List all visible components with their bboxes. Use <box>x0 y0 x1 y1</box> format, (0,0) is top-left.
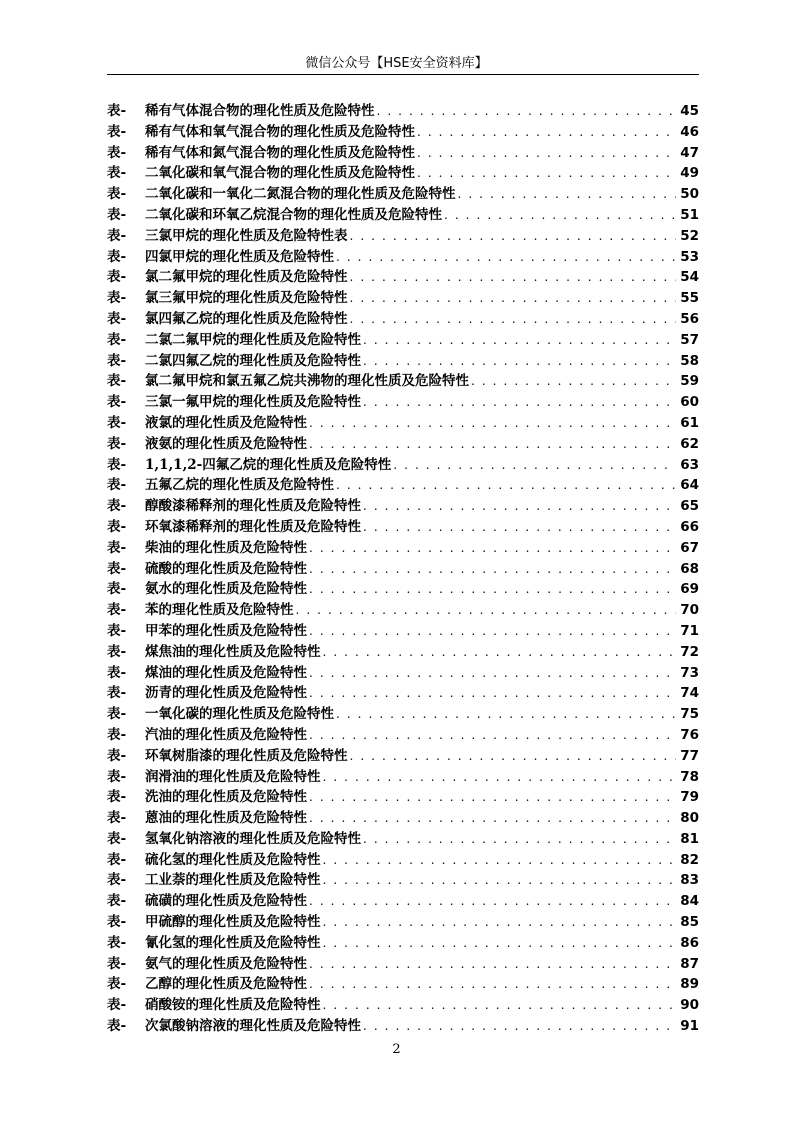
toc-dot-leader <box>458 187 677 201</box>
toc-entry-prefix: 表- <box>107 810 127 827</box>
toc-dot-leader <box>323 998 677 1012</box>
toc-dot-leader <box>350 312 677 326</box>
toc-entry-title: 硝酸铵的理化性质及危险特性 <box>145 997 321 1014</box>
toc-entry[interactable] <box>107 141 699 162</box>
page-header: 微信公众号【HSE安全资料库】 <box>305 56 488 71</box>
toc-entry-prefix: 表- <box>107 498 127 515</box>
toc-entry-prefix: 表- <box>107 456 127 473</box>
toc-entry-title: 煤焦油的理化性质及危险特性 <box>145 643 321 660</box>
toc-dot-leader <box>363 520 676 534</box>
toc-entry[interactable] <box>107 203 699 224</box>
toc-dot-leader <box>336 707 676 721</box>
toc-entry[interactable] <box>107 931 699 952</box>
toc-entry-page: 52 <box>680 227 699 244</box>
toc-entry-title: 煤油的理化性质及危险特性 <box>145 664 307 681</box>
toc-entry-prefix: 表- <box>107 768 127 785</box>
toc-dot-leader <box>363 333 676 347</box>
toc-entry[interactable] <box>107 245 699 266</box>
toc-dot-leader <box>363 832 676 846</box>
toc-entry-page: 86 <box>680 934 699 951</box>
toc-dot-leader <box>363 354 676 368</box>
toc-dot-leader <box>444 208 676 222</box>
toc-entry-page: 78 <box>680 768 699 785</box>
toc-entry-page: 76 <box>680 726 699 743</box>
page-number: 2 <box>392 1042 401 1057</box>
toc-entry-page: 70 <box>680 602 699 619</box>
toc-entry[interactable] <box>107 182 699 203</box>
toc-entry-prefix: 表- <box>107 914 127 931</box>
toc-entry-title: 二氯二氟甲烷的理化性质及危险特性 <box>145 331 361 348</box>
toc-entry-prefix: 表- <box>107 435 127 452</box>
toc-dot-leader <box>309 811 676 825</box>
toc-entry-prefix: 表- <box>107 290 127 307</box>
toc-entry-prefix: 表- <box>107 248 127 265</box>
toc-entry[interactable] <box>107 536 699 557</box>
toc-dot-leader <box>296 603 677 617</box>
toc-dot-leader <box>363 499 676 513</box>
toc-entry[interactable] <box>107 307 699 328</box>
toc-entry-title: 1,1,1,2-四氟乙烷的理化性质及危险特性 <box>145 456 392 473</box>
toc-entry-page: 77 <box>680 747 699 764</box>
toc-entry-page: 89 <box>680 976 699 993</box>
toc-entry-title: 苯的理化性质及危险特性 <box>145 602 294 619</box>
toc-entry-page: 91 <box>680 1018 699 1035</box>
toc-entry[interactable] <box>107 265 699 286</box>
toc-entry[interactable] <box>107 910 699 931</box>
toc-dot-leader <box>309 894 676 908</box>
toc-entry-title: 氯四氟乙烷的理化性质及危险特性 <box>145 310 348 327</box>
toc-dot-leader <box>350 291 677 305</box>
toc-entry-prefix: 表- <box>107 934 127 951</box>
toc-entry-prefix: 表- <box>107 414 127 431</box>
toc-entry-title: 氨气的理化性质及危险特性 <box>145 955 307 972</box>
toc-entry-prefix: 表- <box>107 685 127 702</box>
toc-entry[interactable] <box>107 827 699 848</box>
toc-entry-prefix: 表- <box>107 123 127 140</box>
toc-entry-prefix: 表- <box>107 726 127 743</box>
toc-entry[interactable] <box>107 765 699 786</box>
toc-entry-prefix: 表- <box>107 227 127 244</box>
toc-entry-page: 58 <box>680 352 699 369</box>
toc-entry[interactable] <box>107 598 699 619</box>
toc-dot-leader <box>336 478 676 492</box>
toc-entry-title: 工业萘的理化性质及危险特性 <box>145 872 321 889</box>
toc-entry-prefix: 表- <box>107 893 127 910</box>
toc-entry-page: 66 <box>680 518 699 535</box>
toc-dot-leader <box>471 374 676 388</box>
toc-entry-title: 三氯甲烷的理化性质及危险特性表 <box>145 227 348 244</box>
toc-entry-page: 55 <box>680 290 699 307</box>
toc-entry-title: 柴油的理化性质及危险特性 <box>145 539 307 556</box>
toc-entry-title: 次氯酸钠溶液的理化性质及危险特性 <box>145 1018 361 1035</box>
toc-entry-page: 75 <box>680 706 699 723</box>
toc-entry-prefix: 表- <box>107 706 127 723</box>
toc-entry-page: 85 <box>680 914 699 931</box>
toc-entry-page: 65 <box>680 498 699 515</box>
toc-entry-title: 氰化氢的理化性质及危险特性 <box>145 934 321 951</box>
toc-entry-title: 四氯甲烷的理化性质及危险特性 <box>145 248 334 265</box>
toc-entry[interactable] <box>107 889 699 910</box>
toc-entry-prefix: 表- <box>107 1018 127 1035</box>
table-of-contents <box>107 99 699 1035</box>
toc-entry-page: 60 <box>680 394 699 411</box>
toc-entry-title: 硫酸的理化性质及危险特性 <box>145 560 307 577</box>
toc-entry-prefix: 表- <box>107 789 127 806</box>
toc-entry[interactable] <box>107 681 699 702</box>
toc-entry-prefix: 表- <box>107 186 127 203</box>
toc-entry-title: 洗油的理化性质及危险特性 <box>145 789 307 806</box>
toc-entry[interactable] <box>107 868 699 889</box>
toc-entry[interactable] <box>107 120 699 141</box>
toc-entry-prefix: 表- <box>107 664 127 681</box>
toc-entry-page: 67 <box>680 539 699 556</box>
toc-entry-page: 63 <box>680 456 699 473</box>
toc-entry-page: 50 <box>680 186 699 203</box>
toc-entry[interactable] <box>107 557 699 578</box>
toc-entry[interactable] <box>107 993 699 1014</box>
toc-entry-page: 80 <box>680 810 699 827</box>
toc-entry-title: 稀有气体和氮气混合物的理化性质及危险特性 <box>145 144 415 161</box>
toc-dot-leader <box>309 666 676 680</box>
toc-entry-page: 71 <box>680 622 699 639</box>
toc-entry-prefix: 表- <box>107 269 127 286</box>
toc-entry-page: 57 <box>680 331 699 348</box>
toc-entry-title: 硫磺的理化性质及危险特性 <box>145 893 307 910</box>
toc-entry[interactable] <box>107 473 699 494</box>
toc-entry-title: 氢氧化钠溶液的理化性质及危险特性 <box>145 830 361 847</box>
toc-dot-leader <box>323 645 677 659</box>
toc-entry-title: 液氨的理化性质及危险特性 <box>145 435 307 452</box>
toc-entry-page: 46 <box>680 123 699 140</box>
toc-entry-prefix: 表- <box>107 331 127 348</box>
toc-entry-title: 甲硫醇的理化性质及危险特性 <box>145 914 321 931</box>
toc-entry[interactable] <box>107 411 699 432</box>
toc-entry-prefix: 表- <box>107 560 127 577</box>
toc-entry-title: 环氧树脂漆的理化性质及危险特性 <box>145 747 348 764</box>
toc-entry-prefix: 表- <box>107 643 127 660</box>
toc-entry-title: 氨水的理化性质及危险特性 <box>145 581 307 598</box>
toc-entry-page: 87 <box>680 955 699 972</box>
toc-entry-prefix: 表- <box>107 997 127 1014</box>
toc-dot-leader <box>323 853 677 867</box>
toc-entry-prefix: 表- <box>107 581 127 598</box>
toc-dot-leader <box>309 582 676 596</box>
toc-entry[interactable] <box>107 785 699 806</box>
toc-entry-prefix: 表- <box>107 602 127 619</box>
toc-entry[interactable] <box>107 494 699 515</box>
toc-entry-prefix: 表- <box>107 622 127 639</box>
toc-entry[interactable] <box>107 369 699 390</box>
toc-dot-leader <box>417 166 676 180</box>
toc-entry-page: 56 <box>680 310 699 327</box>
toc-entry-title: 稀有气体混合物的理化性质及危险特性 <box>145 103 375 119</box>
toc-entry[interactable] <box>107 661 699 682</box>
toc-entry-title: 醇酸漆稀释剂的理化性质及危险特性 <box>145 498 361 515</box>
toc-entry-page: 51 <box>680 206 699 223</box>
toc-entry-title: 氯二氟甲烷和氯五氟乙烷共沸物的理化性质及危险特性 <box>145 373 469 390</box>
toc-entry-prefix: 表- <box>107 539 127 556</box>
toc-entry-title: 氯三氟甲烷的理化性质及危险特性 <box>145 290 348 307</box>
toc-entry[interactable] <box>107 952 699 973</box>
toc-entry-page: 84 <box>680 893 699 910</box>
toc-dot-leader <box>309 437 676 451</box>
toc-entry-page: 83 <box>680 872 699 889</box>
toc-dot-leader <box>309 416 676 430</box>
toc-dot-leader <box>417 125 676 139</box>
toc-dot-leader <box>336 250 676 264</box>
toc-entry-prefix: 表- <box>107 144 127 161</box>
toc-dot-leader <box>309 562 676 576</box>
toc-entry-page: 73 <box>680 664 699 681</box>
toc-dot-leader <box>417 146 676 160</box>
toc-entry-title: 三氯一氟甲烷的理化性质及危险特性 <box>145 394 361 411</box>
toc-dot-leader <box>309 790 676 804</box>
toc-entry-title: 沥青的理化性质及危险特性 <box>145 685 307 702</box>
toc-entry-prefix: 表- <box>107 872 127 889</box>
toc-dot-leader <box>309 977 676 991</box>
toc-entry-prefix: 表- <box>107 477 127 494</box>
toc-entry-title: 二氧化碳和氧气混合物的理化性质及危险特性 <box>145 165 415 182</box>
toc-entry-page: 90 <box>680 997 699 1014</box>
toc-entry[interactable] <box>107 453 699 474</box>
toc-entry-prefix: 表- <box>107 394 127 411</box>
toc-entry[interactable] <box>107 224 699 245</box>
toc-entry-prefix: 表- <box>107 103 127 119</box>
toc-entry-prefix: 表- <box>107 206 127 223</box>
toc-dot-leader <box>350 749 677 763</box>
toc-entry[interactable] <box>107 723 699 744</box>
toc-dot-leader <box>309 624 676 638</box>
toc-dot-leader <box>323 936 677 950</box>
header-rule <box>107 74 699 75</box>
toc-entry[interactable] <box>107 806 699 827</box>
toc-entry-title: 二氧化碳和环氧乙烷混合物的理化性质及危险特性 <box>145 206 442 223</box>
toc-dot-leader <box>323 915 677 929</box>
toc-entry[interactable] <box>107 848 699 869</box>
toc-entry[interactable] <box>107 619 699 640</box>
toc-dot-leader <box>309 541 676 555</box>
toc-dot-leader <box>350 229 677 243</box>
toc-entry[interactable] <box>107 328 699 349</box>
toc-dot-leader <box>363 1019 676 1033</box>
toc-dot-leader <box>309 686 676 700</box>
toc-entry-page: 53 <box>680 248 699 265</box>
toc-entry-title: 蒽油的理化性质及危险特性 <box>145 810 307 827</box>
toc-entry-page: 81 <box>680 830 699 847</box>
toc-entry-prefix: 表- <box>107 955 127 972</box>
toc-entry-page: 69 <box>680 581 699 598</box>
toc-entry-prefix: 表- <box>107 165 127 182</box>
toc-entry-page: 59 <box>680 373 699 390</box>
toc-entry[interactable] <box>107 161 699 182</box>
toc-entry-page: 79 <box>680 789 699 806</box>
toc-entry-prefix: 表- <box>107 851 127 868</box>
toc-entry[interactable] <box>107 432 699 453</box>
toc-entry-prefix: 表- <box>107 352 127 369</box>
toc-entry-page: 47 <box>680 144 699 161</box>
toc-entry-title: 二氧化碳和一氧化二氮混合物的理化性质及危险特性 <box>145 186 456 203</box>
toc-entry-prefix: 表- <box>107 976 127 993</box>
toc-entry-page: 72 <box>680 643 699 660</box>
toc-entry-page: 54 <box>680 269 699 286</box>
toc-entry-title: 液氯的理化性质及危险特性 <box>145 414 307 431</box>
toc-dot-leader <box>309 728 676 742</box>
toc-entry-title: 五氟乙烷的理化性质及危险特性 <box>145 477 334 494</box>
toc-entry[interactable] <box>107 390 699 411</box>
toc-dot-leader <box>323 770 677 784</box>
toc-entry-page: 68 <box>680 560 699 577</box>
toc-entry-page: 62 <box>680 435 699 452</box>
toc-entry-title: 润滑油的理化性质及危险特性 <box>145 768 321 785</box>
toc-entry[interactable] <box>107 640 699 661</box>
toc-entry[interactable] <box>107 515 699 536</box>
toc-entry-page: 74 <box>680 685 699 702</box>
toc-entry-page: 64 <box>680 477 699 494</box>
toc-dot-leader <box>363 395 676 409</box>
toc-entry[interactable] <box>107 1014 699 1035</box>
toc-entry-page: 61 <box>680 414 699 431</box>
toc-entry-title: 汽油的理化性质及危险特性 <box>145 726 307 743</box>
toc-entry[interactable] <box>107 972 699 993</box>
toc-entry-title: 硫化氢的理化性质及危险特性 <box>145 851 321 868</box>
toc-dot-leader <box>323 873 677 887</box>
toc-entry-page: 45 <box>680 103 699 119</box>
toc-entry[interactable] <box>107 577 699 598</box>
toc-entry-title: 氯二氟甲烷的理化性质及危险特性 <box>145 269 348 286</box>
toc-entry-prefix: 表- <box>107 830 127 847</box>
toc-dot-leader <box>309 957 676 971</box>
toc-dot-leader <box>393 458 676 472</box>
toc-entry[interactable] <box>107 99 699 120</box>
toc-entry[interactable] <box>107 702 699 723</box>
toc-entry[interactable] <box>107 286 699 307</box>
toc-entry[interactable] <box>107 744 699 765</box>
toc-entry-title: 稀有气体和氧气混合物的理化性质及危险特性 <box>145 123 415 140</box>
toc-entry-prefix: 表- <box>107 310 127 327</box>
toc-entry-title: 一氧化碳的理化性质及危险特性 <box>145 706 334 723</box>
toc-entry-title: 甲苯的理化性质及危险特性 <box>145 622 307 639</box>
toc-entry-prefix: 表- <box>107 373 127 390</box>
toc-dot-leader <box>350 270 677 284</box>
toc-entry-title: 二氯四氟乙烷的理化性质及危险特性 <box>145 352 361 369</box>
toc-entry-title: 乙醇的理化性质及危险特性 <box>145 976 307 993</box>
toc-entry-title: 环氧漆稀释剂的理化性质及危险特性 <box>145 518 361 535</box>
toc-entry-page: 82 <box>680 851 699 868</box>
toc-entry[interactable] <box>107 349 699 370</box>
toc-entry-page: 49 <box>680 165 699 182</box>
toc-entry-prefix: 表- <box>107 518 127 535</box>
toc-dot-leader <box>377 104 677 118</box>
toc-entry-prefix: 表- <box>107 747 127 764</box>
